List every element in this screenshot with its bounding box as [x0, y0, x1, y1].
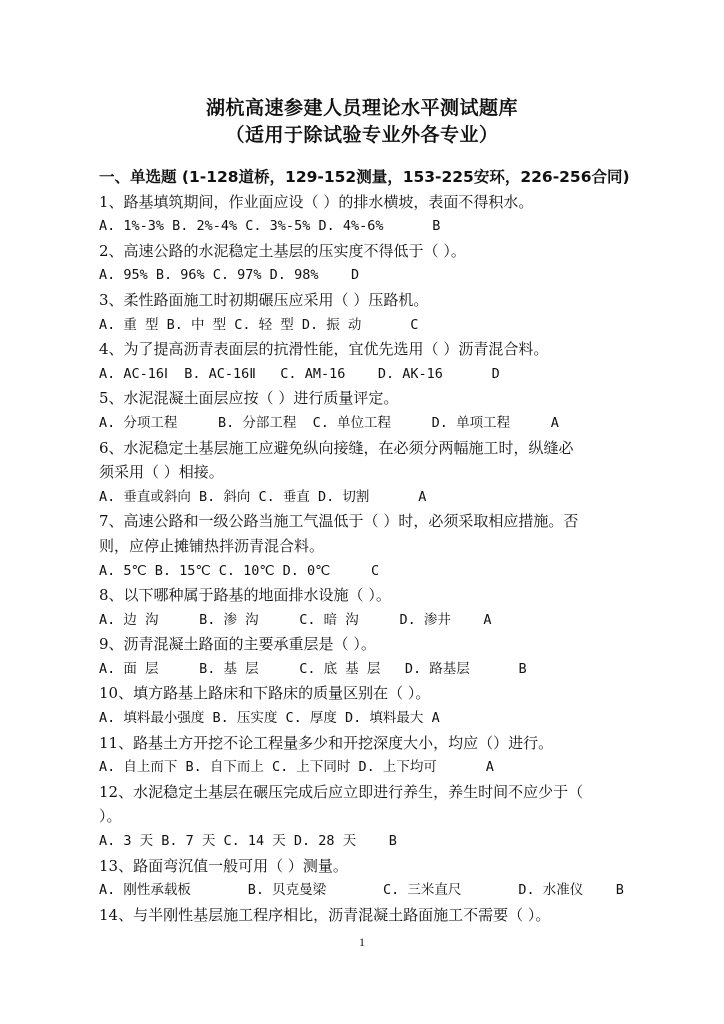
document-title: 湖杭高速参建人员理论水平测试题库	[205, 97, 518, 119]
question-stem-line: ）。	[99, 807, 122, 826]
question-answer: A	[483, 611, 492, 628]
question-stem-line: 3、柔性路面施工时初期碾压应采用（ ）压路机。	[99, 290, 429, 309]
question-options: A. 边 沟 B. 渗 沟 C. 暗 沟 D. 渗井	[99, 611, 451, 628]
answer-gap	[383, 218, 432, 234]
answer-gap	[423, 710, 431, 726]
page-number: 1	[359, 935, 365, 949]
question-options-line	[99, 362, 639, 387]
question-answer: A	[418, 488, 427, 505]
answer-gap	[361, 317, 410, 333]
question-stem-line: 6、水泥稳定土基层施工应避免纵向接缝，在必须分两幅施工时，纵缝必	[99, 438, 574, 457]
answer-gap	[356, 833, 389, 849]
question-options-line	[99, 559, 639, 584]
question-options-line	[99, 608, 639, 633]
question-options-line	[99, 313, 639, 338]
question-options-line	[99, 878, 639, 903]
question-options: A. 3 天 B. 7 天 C. 14 天 D. 28 天	[99, 833, 357, 850]
question-options: A. 面 层 B. 基 层 C. 底 基 层 D. 路基层	[99, 660, 470, 677]
question-answer: D	[491, 365, 500, 382]
question-stem-line: 则，应停止摊铺热拌沥青混合料。	[99, 536, 325, 555]
question-options-line	[99, 411, 639, 436]
answer-gap	[510, 415, 551, 431]
question-stem-line: 5、水泥混凝土面层应按（ ）进行质量评定。	[99, 389, 399, 408]
answer-gap	[451, 612, 484, 628]
question-options: A. 5℃ B. 15℃ C. 10℃ D. 0℃	[99, 562, 331, 579]
question-options: A. 重 型 B. 中 型 C. 轻 型 D. 振 动	[99, 316, 362, 333]
question-answer: B	[518, 660, 527, 677]
question-options-line	[99, 706, 639, 731]
question-answer: B	[615, 882, 624, 899]
question-options: A. 垂直或斜向 B. 斜向 C. 垂直 D. 切割	[99, 488, 370, 505]
question-stem-line: 7、高速公路和一级公路当施工气温低于（ ）时，必须采取相应措施。否	[99, 512, 579, 531]
answer-gap	[437, 759, 486, 775]
answer-gap	[369, 489, 418, 505]
question-options-line	[99, 263, 639, 288]
answer-gap	[443, 366, 492, 382]
question-answer: C	[410, 316, 419, 333]
answer-gap	[330, 563, 371, 579]
question-stem-line: 8、以下哪种属于路基的地面排水设施（ ）。	[99, 586, 391, 605]
question-stem-line: 2、高速公路的水泥稳定土基层的压实度不得低于（ ）。	[99, 241, 466, 260]
question-options: A. 分项工程 B. 分部工程 C. 单位工程 D. 单项工程	[99, 414, 511, 431]
question-options-line	[99, 485, 639, 510]
question-answer: D	[350, 267, 360, 284]
answer-gap	[583, 882, 616, 898]
question-answer: B	[432, 218, 441, 235]
question-options: A. 1%-3% B. 2%-4% C. 3%-5% D. 4%-6%	[99, 218, 384, 235]
answer-gap	[470, 661, 519, 677]
question-stem-line: 12、水泥稳定土基层在碾压完成后应立即进行养生，养生时间不应少于（	[99, 782, 584, 801]
question-options: A. AC-16Ⅰ B. AC-16Ⅱ C. AM-16 D. AK-16	[99, 365, 443, 382]
question-options-line	[99, 829, 639, 854]
question-options: A. 自上而下 B. 自下而上 C. 上下同时 D. 上下均可	[99, 759, 437, 776]
question-answer: A	[485, 759, 494, 776]
question-options-line	[99, 755, 639, 780]
answer-gap	[318, 267, 351, 283]
question-stem-line: 14、与半刚性基层施工程序相比，沥青混凝土路面施工不需要（ ）。	[99, 905, 551, 924]
question-stem-line: 10、填方路基上路床和下路床的质量区别在（ ）。	[99, 684, 431, 703]
question-stem-line: 须采用（ ）相接。	[99, 463, 224, 482]
question-stem-line: 1、路基填筑期间，作业面应设（ ）的排水横坡，表面不得积水。	[99, 192, 534, 211]
question-stem-line: 4、为了提高沥青表面层的抗滑性能，宜优先选用（ ）沥青混合料。	[99, 340, 549, 359]
question-options-line	[99, 657, 639, 682]
question-list	[99, 165, 639, 927]
section-heading: 一、单选题 (1-128道桥，129-152测量，153-225安环，226-256合同)	[99, 168, 630, 186]
question-options: A. 填料最小强度 B. 压实度 C. 厚度 D. 填料最大	[99, 710, 424, 727]
question-stem-line: 11、路基土方开挖不论工程量多少和开挖深度大小，均应（）进行。	[99, 733, 554, 752]
questions-container	[99, 190, 639, 928]
document-subtitle: （适用于除试验专业外各专业）	[225, 124, 499, 146]
question-answer: A	[550, 414, 559, 431]
question-stem-line: 13、路面弯沉值一般可用（ ）测量。	[99, 856, 348, 875]
question-answer: C	[370, 562, 380, 579]
question-answer: B	[388, 833, 397, 850]
question-stem-line: 9、沥青混凝土路面的主要承重层是（ ）。	[99, 635, 376, 654]
question-options-line	[99, 214, 639, 239]
question-options: A. 刚性承载板 B. 贝克曼梁 C. 三米直尺 D. 水准仪	[99, 882, 584, 899]
question-answer: A	[431, 710, 440, 727]
question-options: A. 95% B. 96% C. 97% D. 98%	[99, 267, 319, 284]
